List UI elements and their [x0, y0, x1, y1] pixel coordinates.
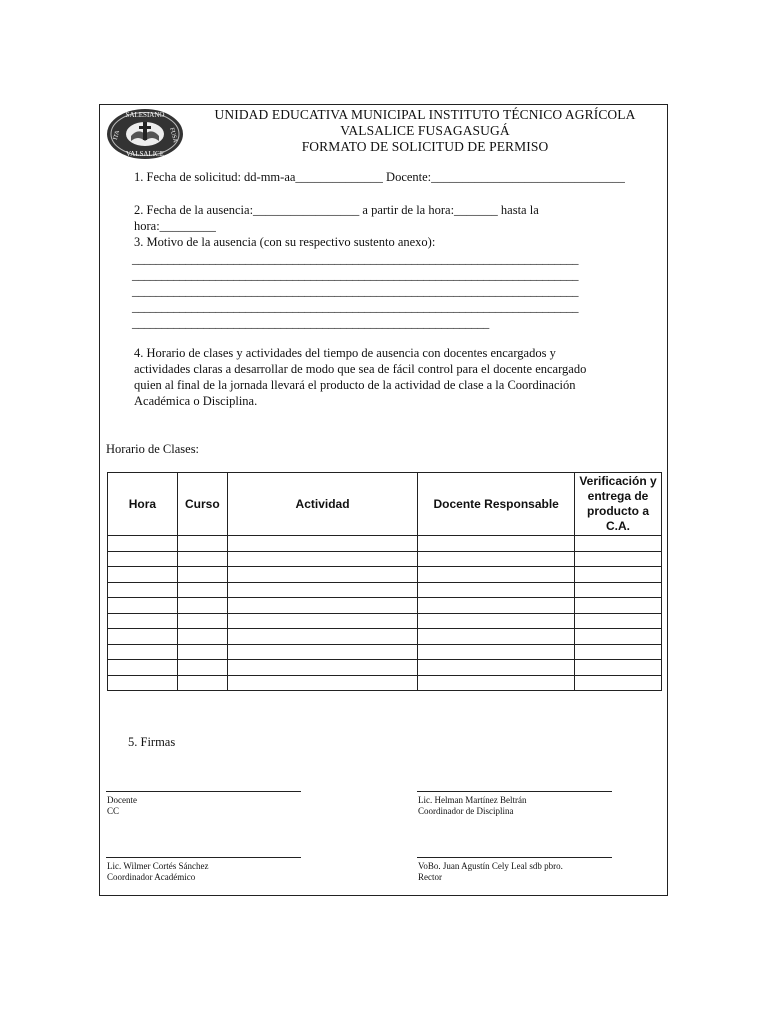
- request-date-field[interactable]: 1. Fecha de solicitud: dd-mm-aa______________ Docente:_______________________________: [134, 170, 625, 184]
- actividad-cell[interactable]: [227, 582, 418, 598]
- col-hora: Hora: [108, 473, 178, 536]
- signature-name: Lic. Helman Martínez Beltrán: [418, 795, 527, 805]
- schedule-instructions-line: 4. Horario de clases y actividades del tiempo de ausencia con docentes encargados y: [134, 346, 556, 360]
- form-title: FORMATO DE SOLICITUD DE PERMISO: [301, 139, 549, 154]
- hora-cell[interactable]: [108, 613, 178, 629]
- verificacion-cell[interactable]: [575, 567, 662, 583]
- docente-cell[interactable]: [418, 660, 575, 676]
- logo-bottom-text: VALSALICE: [126, 150, 164, 158]
- hora-cell[interactable]: [108, 598, 178, 614]
- reason-line[interactable]: ____________________________________________________________: [132, 316, 490, 330]
- actividad-cell[interactable]: [227, 551, 418, 567]
- curso-cell[interactable]: [177, 629, 227, 645]
- table-row: [108, 582, 662, 598]
- verificacion-cell[interactable]: [575, 598, 662, 614]
- docente-cell[interactable]: [418, 567, 575, 583]
- hora-cell[interactable]: [108, 582, 178, 598]
- verificacion-cell[interactable]: [575, 582, 662, 598]
- signatures-heading: 5. Firmas: [128, 735, 176, 749]
- verificacion-cell[interactable]: [575, 629, 662, 645]
- table-row: [108, 551, 662, 567]
- table-row: [108, 660, 662, 676]
- actividad-cell[interactable]: [227, 675, 418, 691]
- hora-cell[interactable]: [108, 567, 178, 583]
- curso-cell[interactable]: [177, 536, 227, 552]
- docente-cell[interactable]: [418, 582, 575, 598]
- actividad-cell[interactable]: [227, 598, 418, 614]
- signature-name: Lic. Wilmer Cortés Sánchez: [107, 861, 209, 871]
- curso-cell[interactable]: [177, 598, 227, 614]
- reason-line[interactable]: ___________________________________________________________________________: [132, 300, 579, 314]
- reason-line[interactable]: ___________________________________________________________________________: [132, 268, 579, 282]
- logo-right-text: FUSA: [168, 127, 178, 144]
- curso-cell[interactable]: [177, 660, 227, 676]
- curso-cell[interactable]: [177, 613, 227, 629]
- absence-end-hour-field[interactable]: hora:_________: [134, 219, 216, 233]
- reason-line[interactable]: ___________________________________________________________________________: [132, 252, 579, 266]
- curso-cell[interactable]: [177, 551, 227, 567]
- signature-name: Docente: [107, 795, 137, 805]
- hora-cell[interactable]: [108, 660, 178, 676]
- docente-cell[interactable]: [418, 629, 575, 645]
- verificacion-cell[interactable]: [575, 613, 662, 629]
- schedule-instructions-line: actividades claras a desarrollar de modo que sea de fácil control para el docente encargado: [134, 362, 587, 376]
- schedule-instructions-line: Académica o Disciplina.: [134, 394, 258, 408]
- table-row: [108, 675, 662, 691]
- col-curso: Curso: [177, 473, 227, 536]
- table-row: [108, 629, 662, 645]
- docente-cell[interactable]: [418, 536, 575, 552]
- schedule-table: [107, 472, 662, 691]
- curso-cell[interactable]: [177, 675, 227, 691]
- signature-line[interactable]: [417, 857, 612, 858]
- actividad-cell[interactable]: [227, 613, 418, 629]
- col-docente-responsable: Docente Responsable: [418, 473, 575, 536]
- absence-date-field[interactable]: 2. Fecha de la ausencia:_________________ a partir de la hora:_______ hasta la: [134, 203, 539, 217]
- institution-city: VALSALICE FUSAGASUGÁ: [340, 123, 510, 138]
- verificacion-cell[interactable]: [575, 675, 662, 691]
- col-actividad: Actividad: [227, 473, 418, 536]
- signature-line[interactable]: [106, 857, 301, 858]
- school-logo-icon: [106, 108, 184, 160]
- logo-top-text: SALESIANO: [125, 111, 165, 119]
- verificacion-cell[interactable]: [575, 551, 662, 567]
- hora-cell[interactable]: [108, 675, 178, 691]
- schedule-instructions-line: quien al final de la jornada llevará el producto de la actividad de clase a la Coordinación: [134, 378, 576, 392]
- table-header-row: [108, 473, 662, 536]
- actividad-cell[interactable]: [227, 629, 418, 645]
- signature-role: Coordinador de Disciplina: [418, 806, 514, 816]
- col-verificacion: Verificación y entrega de producto a C.A.: [575, 473, 662, 536]
- curso-cell[interactable]: [177, 567, 227, 583]
- verificacion-cell[interactable]: [575, 644, 662, 660]
- table-row: [108, 644, 662, 660]
- schedule-label: Horario de Clases:: [106, 442, 200, 456]
- table-row: [108, 567, 662, 583]
- verificacion-cell[interactable]: [575, 660, 662, 676]
- signature-name: VoBo. Juan Agustín Cely Leal sdb pbro.: [418, 861, 563, 871]
- actividad-cell[interactable]: [227, 660, 418, 676]
- signature-role: Coordinador Académico: [107, 872, 196, 882]
- signature-role: CC: [107, 806, 120, 816]
- curso-cell[interactable]: [177, 582, 227, 598]
- signature-role: Rector: [418, 872, 442, 882]
- verificacion-cell[interactable]: [575, 536, 662, 552]
- docente-cell[interactable]: [418, 551, 575, 567]
- institution-name: UNIDAD EDUCATIVA MUNICIPAL INSTITUTO TÉCNICO AGRÍCOLA: [214, 107, 636, 122]
- curso-cell[interactable]: [177, 644, 227, 660]
- signature-line[interactable]: [417, 791, 612, 792]
- docente-cell[interactable]: [418, 644, 575, 660]
- actividad-cell[interactable]: [227, 536, 418, 552]
- actividad-cell[interactable]: [227, 567, 418, 583]
- hora-cell[interactable]: [108, 644, 178, 660]
- hora-cell[interactable]: [108, 629, 178, 645]
- absence-reason-label: 3. Motivo de la ausencia (con su respectivo sustento anexo):: [134, 235, 436, 249]
- signature-line[interactable]: [106, 791, 301, 792]
- hora-cell[interactable]: [108, 551, 178, 567]
- table-row: [108, 613, 662, 629]
- docente-cell[interactable]: [418, 675, 575, 691]
- reason-line[interactable]: ___________________________________________________________________________: [132, 284, 579, 298]
- actividad-cell[interactable]: [227, 644, 418, 660]
- table-row: [108, 598, 662, 614]
- table-row: [108, 536, 662, 552]
- docente-cell[interactable]: [418, 613, 575, 629]
- hora-cell[interactable]: [108, 536, 178, 552]
- logo-left-text: ITA: [112, 129, 122, 141]
- docente-cell[interactable]: [418, 598, 575, 614]
